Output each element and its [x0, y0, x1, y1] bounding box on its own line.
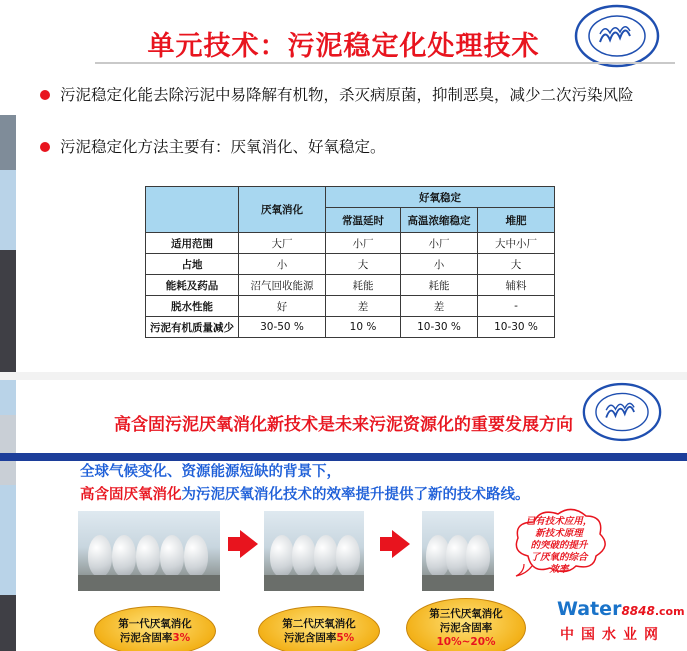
table-cell: 小	[239, 254, 326, 275]
table-cell: 大中小厂	[478, 233, 555, 254]
bullet-dot-icon	[40, 142, 50, 152]
digester-photo	[422, 511, 494, 591]
left-decor-bar	[0, 250, 16, 372]
table-row	[146, 254, 555, 275]
solids-value: 5%	[336, 632, 355, 644]
left-decor-bar	[0, 595, 16, 651]
cloud-line: 的突破的提升	[530, 540, 588, 551]
generation-name: 第三代厌氧消化	[429, 608, 503, 620]
table-header-group: 好氧稳定	[326, 187, 555, 208]
table-row	[146, 296, 555, 317]
table-cell: 好	[239, 296, 326, 317]
table-row	[146, 275, 555, 296]
cloud-line: 已有技术应用，	[525, 516, 593, 527]
solids-label: 污泥含固率	[119, 632, 173, 644]
table-cell: 10-30 %	[478, 317, 555, 338]
context-text: 为污泥厌氧消化技术的效率提升提供了新的技术路线。	[181, 487, 530, 503]
bullet-item	[60, 84, 660, 107]
solids-label: 污泥含固率	[283, 632, 337, 644]
table-cell: 耗能	[326, 275, 401, 296]
table-subheader: 堆肥	[478, 208, 555, 233]
table-subheader: 常温延时	[326, 208, 401, 233]
table-cell: 辅料	[478, 275, 555, 296]
row-label: 适用范围	[146, 233, 239, 254]
title-rule	[95, 62, 675, 64]
watermark-number: 8848	[621, 604, 655, 618]
highlight-text: 高含固厌氧消化	[80, 487, 182, 503]
bullet-text: 污泥稳定化方法主要有：厌氧消化、好氧稳定。	[60, 138, 386, 156]
arrow-right-icon	[228, 537, 240, 551]
table-cell: 小厂	[401, 233, 478, 254]
arrow-right-icon	[380, 537, 392, 551]
arrow-right-icon	[240, 530, 258, 558]
slide-separator	[0, 372, 687, 380]
digester-photo	[264, 511, 364, 591]
arrow-right-icon	[392, 530, 410, 558]
context-line	[80, 483, 530, 504]
table-cell: 大	[326, 254, 401, 275]
solids-label: 污泥含固率	[439, 622, 493, 634]
table-cell: 差	[401, 296, 478, 317]
university-seal-icon	[582, 382, 662, 442]
generation-name: 第一代厌氧消化	[118, 618, 192, 630]
watermark-suffix: .com	[654, 605, 685, 618]
row-label: 污泥有机质量减少	[146, 317, 239, 338]
generation-badge	[406, 598, 526, 651]
table-subheader: 高温浓缩稳定	[401, 208, 478, 233]
cloud-line: 新技术原理	[535, 528, 583, 539]
generation-solids	[95, 631, 215, 645]
digester-photo	[78, 511, 220, 591]
bullet-item	[60, 136, 660, 159]
slide-title: 高含固污泥厌氧消化新技术是未来污泥资源化的重要发展方向	[114, 415, 573, 435]
table-header: 厌氧消化	[239, 187, 326, 233]
watermark-brand: Water	[557, 598, 622, 620]
cloud-annotation	[524, 516, 594, 576]
table-corner-cell	[146, 187, 239, 233]
generation-solids	[259, 631, 379, 645]
row-label: 脱水性能	[146, 296, 239, 317]
left-decor-bar	[0, 485, 16, 595]
bullet-text: 污泥稳定化能去除污泥中易降解有机物，杀灭病原菌，抑制恶臭，减少二次污染风险	[60, 86, 634, 104]
context-line: 全球气候变化、资源能源短缺的背景下，	[80, 464, 341, 480]
generation-name: 第二代厌氧消化	[282, 618, 356, 630]
generation-badge	[94, 606, 216, 651]
cloud-line: 了厌氧的综合	[530, 552, 588, 563]
site-watermark-cn: 中国水业网	[560, 627, 665, 643]
row-label: 占地	[146, 254, 239, 275]
slide-high-solids-digestion	[0, 380, 687, 651]
left-decor-bar	[0, 115, 16, 170]
table-cell: 大厂	[239, 233, 326, 254]
table-cell: 小	[401, 254, 478, 275]
table-cell: 10 %	[326, 317, 401, 338]
solids-value: 10%~20%	[436, 636, 496, 648]
table-cell: 10-30 %	[401, 317, 478, 338]
university-seal-icon	[574, 4, 660, 68]
table-cell: 沼气回收能源	[239, 275, 326, 296]
left-decor-bar	[0, 170, 16, 250]
cloud-line: 效率	[549, 564, 569, 575]
generation-badge	[258, 606, 380, 651]
table-row	[146, 317, 555, 338]
table-cell: 差	[326, 296, 401, 317]
table-cell: 大	[478, 254, 555, 275]
slide-title: 单元技术：污泥稳定化处理技术	[147, 31, 540, 62]
table-cell: -	[478, 296, 555, 317]
table-row	[146, 233, 555, 254]
table-cell: 耗能	[401, 275, 478, 296]
row-label: 能耗及药品	[146, 275, 239, 296]
solids-value: 3%	[172, 632, 191, 644]
table-cell: 小厂	[326, 233, 401, 254]
site-watermark	[557, 598, 685, 620]
table-cell: 30-50 %	[239, 317, 326, 338]
comparison-table	[145, 186, 555, 338]
bullet-dot-icon	[40, 90, 50, 100]
